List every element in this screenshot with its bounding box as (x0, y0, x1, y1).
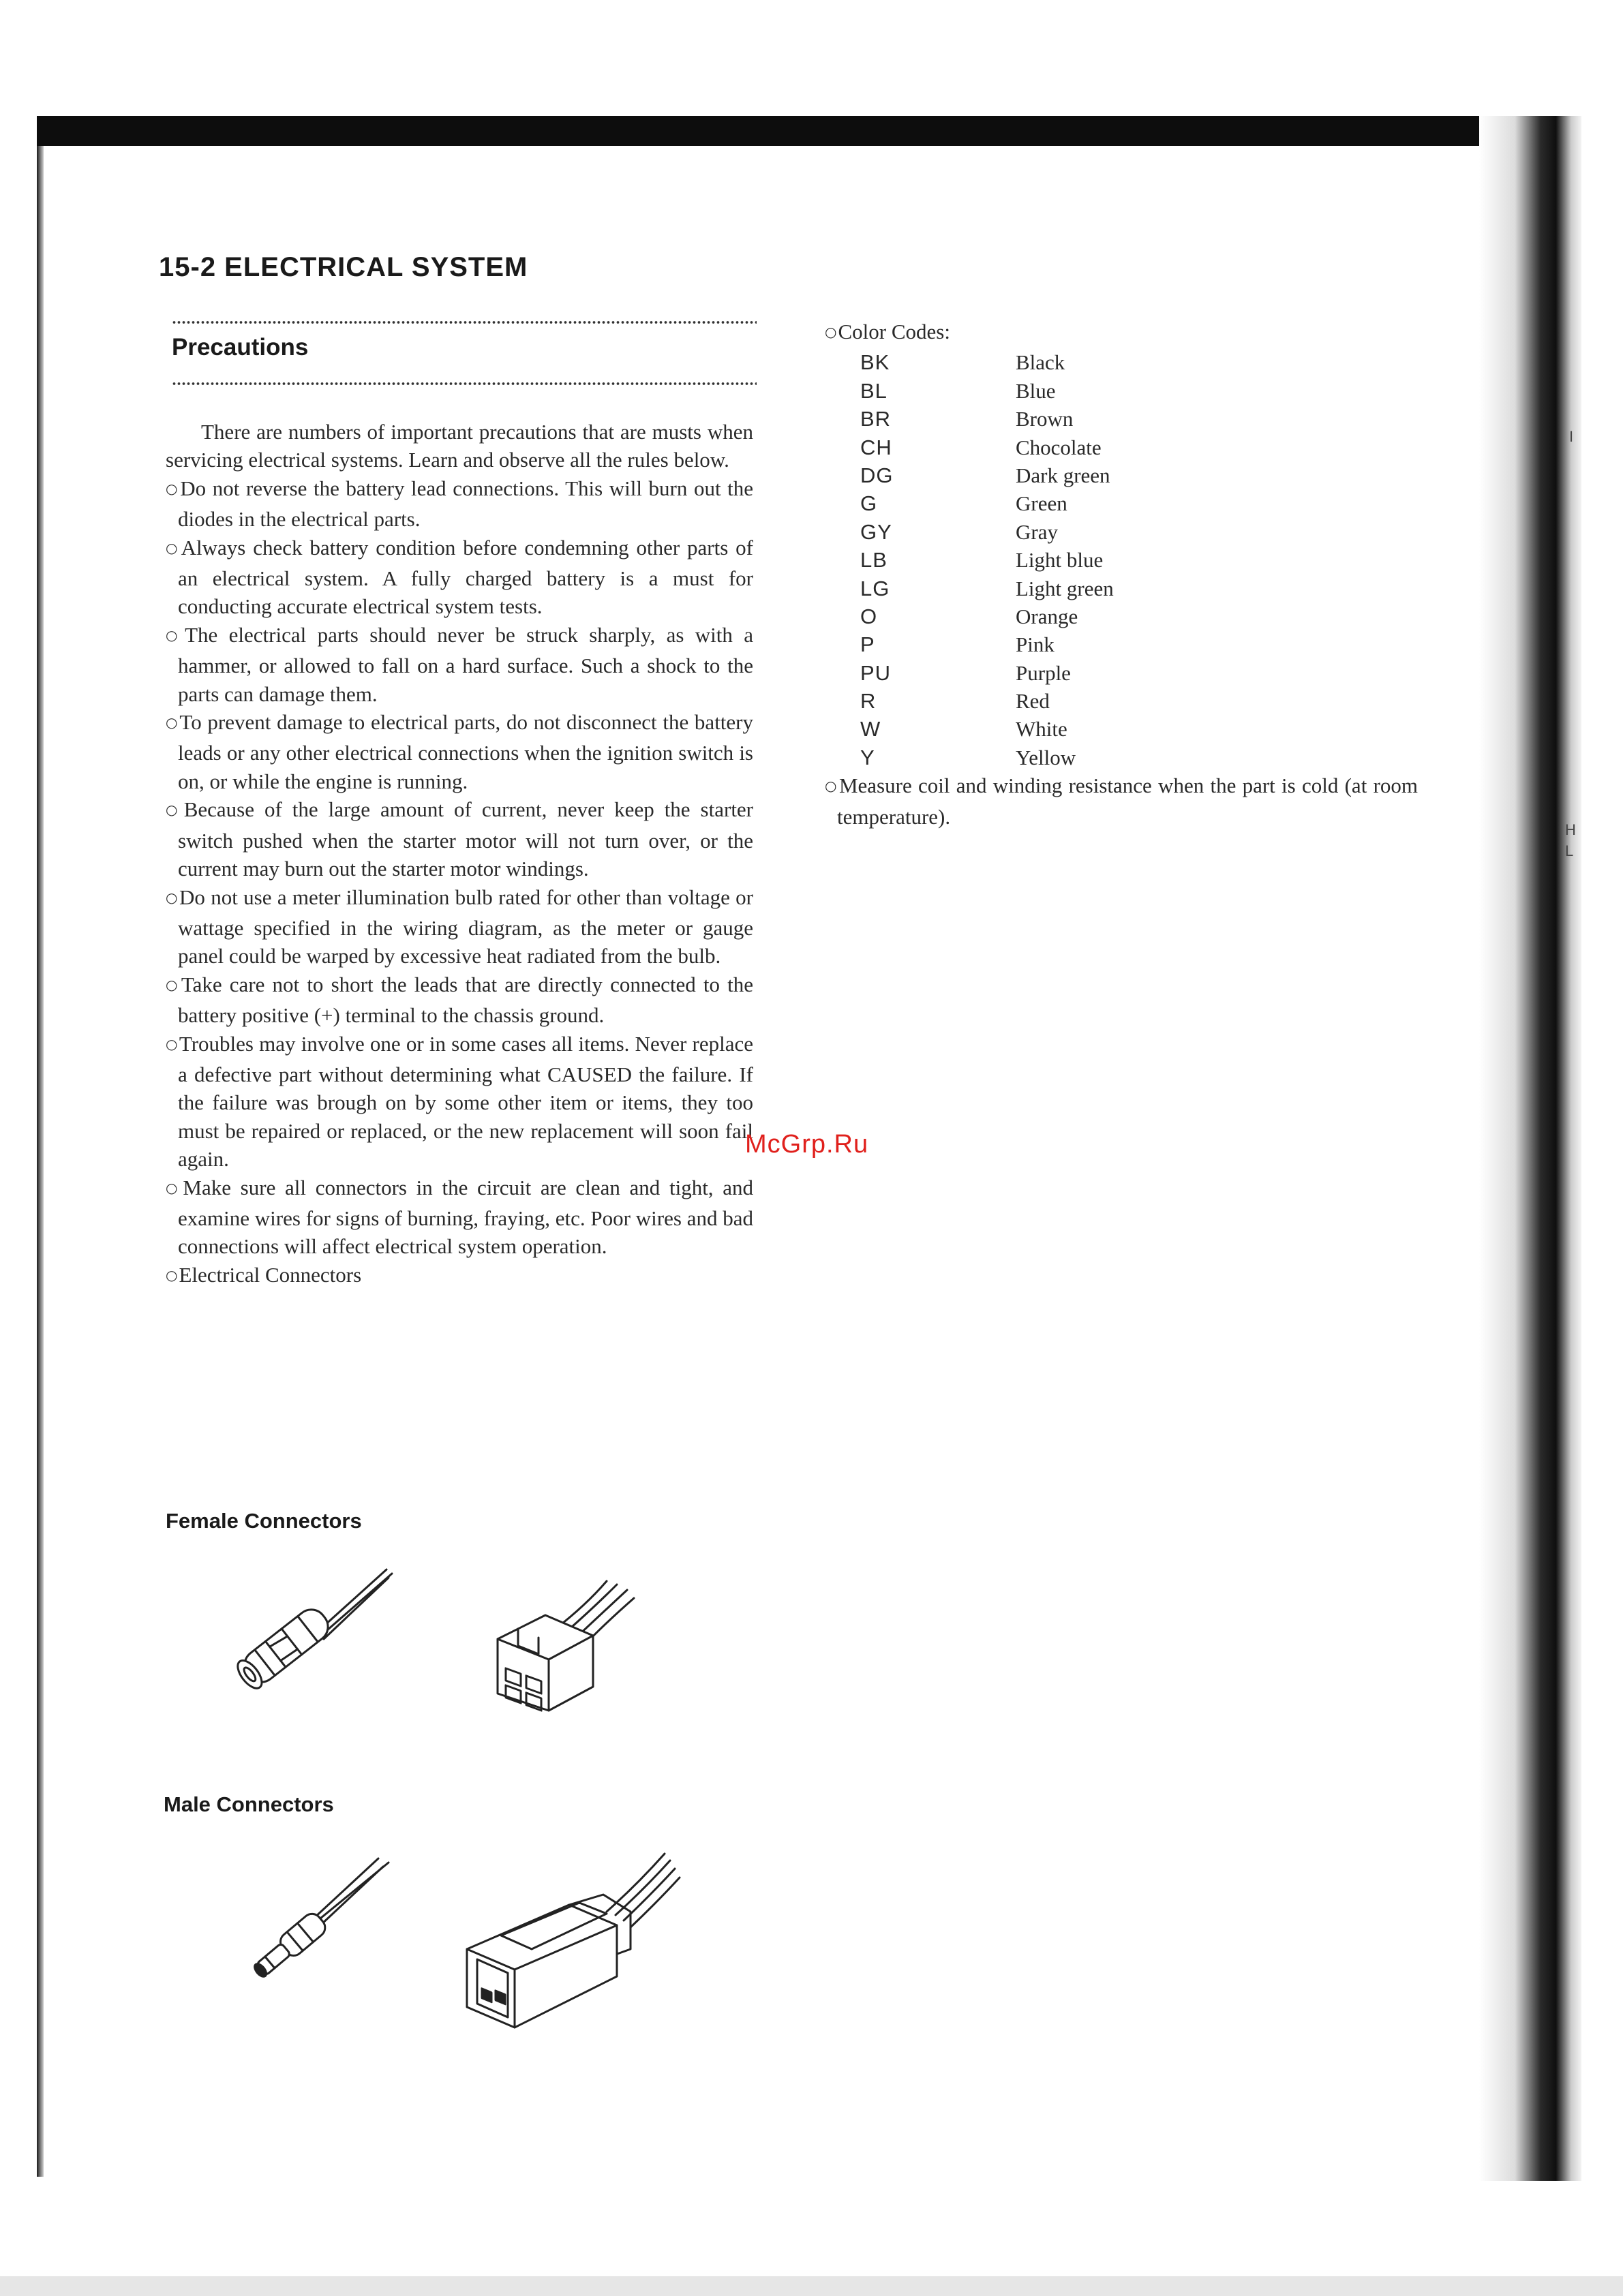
male-pin-connector-illustration (225, 1850, 395, 2000)
color-code-row (860, 630, 1418, 658)
color-code-row (860, 715, 1418, 743)
color-code: BR (860, 407, 892, 431)
color-code-row (860, 687, 1418, 715)
bullet-circle-icon: ○ (825, 778, 838, 795)
color-code: CH (860, 435, 892, 459)
next-page-fragment: L (1565, 842, 1574, 859)
precaution-item: ○Do not use a meter illumination bulb rated for other than voltage or wattage specified in the wiring diagram, as the meter or gauge panel could be warped by excessive heat radiated from the bulb. (166, 885, 753, 968)
bullet-circle-icon: ○ (166, 976, 180, 993)
precaution-item: ○Electrical Connectors (166, 1262, 362, 1287)
bullet-circle-icon: ○ (166, 539, 180, 556)
color-code: O (860, 604, 878, 628)
color-code: BL (860, 378, 888, 403)
color-code: LB (860, 548, 888, 572)
male-block-connector-illustration (460, 1847, 685, 2045)
color-code: Y (860, 745, 875, 769)
color-codes-table (860, 348, 1418, 771)
bullet-circle-icon: ○ (825, 324, 837, 340)
female-pin-connector-illustration (222, 1564, 399, 1707)
dotted-rule-bottom (172, 382, 757, 386)
bullet-circle-icon: ○ (166, 1179, 182, 1196)
color-name: Pink (1016, 632, 1055, 657)
page-heading: 15-2 ELECTRICAL SYSTEM (159, 252, 528, 282)
color-name: Yellow (1016, 745, 1076, 769)
bullet-circle-icon: ○ (166, 801, 183, 818)
precaution-item: ○Always check battery condition before condemning other parts of an electrical system. A fully charged battery is a must for conducting accurate electrical system tests. (166, 535, 754, 619)
scan-bottom-edge (0, 2276, 1623, 2296)
scan-top-bar (37, 116, 1581, 146)
bullet-circle-icon: ○ (166, 889, 179, 906)
color-codes-title: ○Color Codes: (825, 320, 950, 343)
color-code: W (860, 717, 881, 741)
color-name: Green (1016, 491, 1067, 516)
color-code-row (860, 518, 1418, 546)
color-name: Chocolate (1016, 435, 1102, 459)
color-code-row (860, 602, 1418, 630)
dotted-rule-top (172, 320, 757, 324)
female-block-connector-illustration (491, 1578, 641, 1721)
next-page-fragment: I (1569, 428, 1574, 445)
color-name: Purple (1016, 660, 1071, 685)
color-code-row (860, 433, 1418, 461)
color-name: Light blue (1016, 548, 1104, 572)
male-connectors-label: Male Connectors (164, 1792, 334, 1816)
color-code-row (860, 744, 1418, 771)
bullet-circle-icon: ○ (166, 480, 179, 497)
precaution-item: ○The electrical parts should never be struck sharply, as with a hammer, or allowed to fall on a hard surface. Such a shock to the parts can damage them. (166, 622, 753, 706)
color-code: PU (860, 660, 892, 685)
color-code: GY (860, 519, 892, 544)
watermark: McGrp.Ru (745, 1130, 869, 1159)
bullet-circle-icon: ○ (166, 626, 184, 643)
color-code-row (860, 461, 1418, 489)
page-gutter-shadow (1479, 116, 1581, 2181)
measure-note: ○Measure coil and winding resistance when the part is cold (at room temperature). (825, 774, 1418, 829)
color-name: Brown (1016, 407, 1074, 431)
color-code-row (860, 377, 1418, 405)
color-code-row (860, 546, 1418, 574)
color-code-row (860, 575, 1418, 602)
female-connectors-label: Female Connectors (166, 1509, 362, 1533)
precaution-item: ○Because of the large amount of current, never keep the starter switch pushed when the starter motor will not turn over, or the current may burn out the starter motor windings. (166, 797, 754, 881)
color-name: Dark green (1016, 463, 1110, 487)
precaution-item: ○To prevent damage to electrical parts, do not disconnect the battery leads or any other electrical connections when the ignition switch is on, or while the engine is running. (166, 710, 753, 793)
color-code: R (860, 689, 877, 714)
color-code-row (860, 489, 1418, 517)
color-name: Red (1016, 689, 1050, 714)
color-name: Black (1016, 350, 1065, 375)
color-codes-section (825, 318, 1418, 831)
precaution-item: ○Troubles may involve one or in some cases all items. Never replace a defective part without determining what CAUSED the failure. If the failure was brough on by some other item or items, they too must be repaired or replaced, or the new replacement will soon fail again. (166, 1031, 753, 1172)
color-name: Light green (1016, 576, 1114, 600)
color-name: Gray (1016, 519, 1058, 544)
precautions-text (166, 418, 753, 1291)
bullet-circle-icon: ○ (166, 1266, 178, 1283)
next-page-fragment: H (1565, 821, 1576, 838)
bullet-circle-icon: ○ (166, 714, 179, 731)
color-name: Orange (1016, 604, 1078, 628)
precaution-item: ○Take care not to short the leads that are directly connected to the battery positive (+) terminal to the chassis ground. (166, 972, 754, 1028)
color-code: P (860, 632, 875, 657)
color-name: White (1016, 717, 1067, 741)
bullet-circle-icon: ○ (166, 1035, 178, 1052)
color-code-row (860, 659, 1418, 687)
color-code: BK (860, 350, 890, 375)
precaution-item: ○Make sure all connectors in the circuit are clean and tight, and examine wires for signs of burning, fraying, etc. Poor wires and bad connections will affect electrical system operation. (166, 1175, 754, 1259)
precaution-item: ○Do not reverse the battery lead connections. This will burn out the diodes in the electrical parts. (166, 476, 754, 532)
section-title: Precautions (172, 334, 309, 361)
color-code-row (860, 348, 1418, 376)
color-name: Blue (1016, 378, 1056, 403)
color-code-row (860, 405, 1418, 433)
intro-paragraph: There are numbers of important precautions that are musts when servicing electrical systems. Learn and observe all the rules below. (166, 420, 753, 472)
scan-left-edge (37, 146, 44, 2177)
color-code: DG (860, 463, 894, 487)
color-code: LG (860, 576, 890, 600)
color-code: G (860, 491, 878, 516)
